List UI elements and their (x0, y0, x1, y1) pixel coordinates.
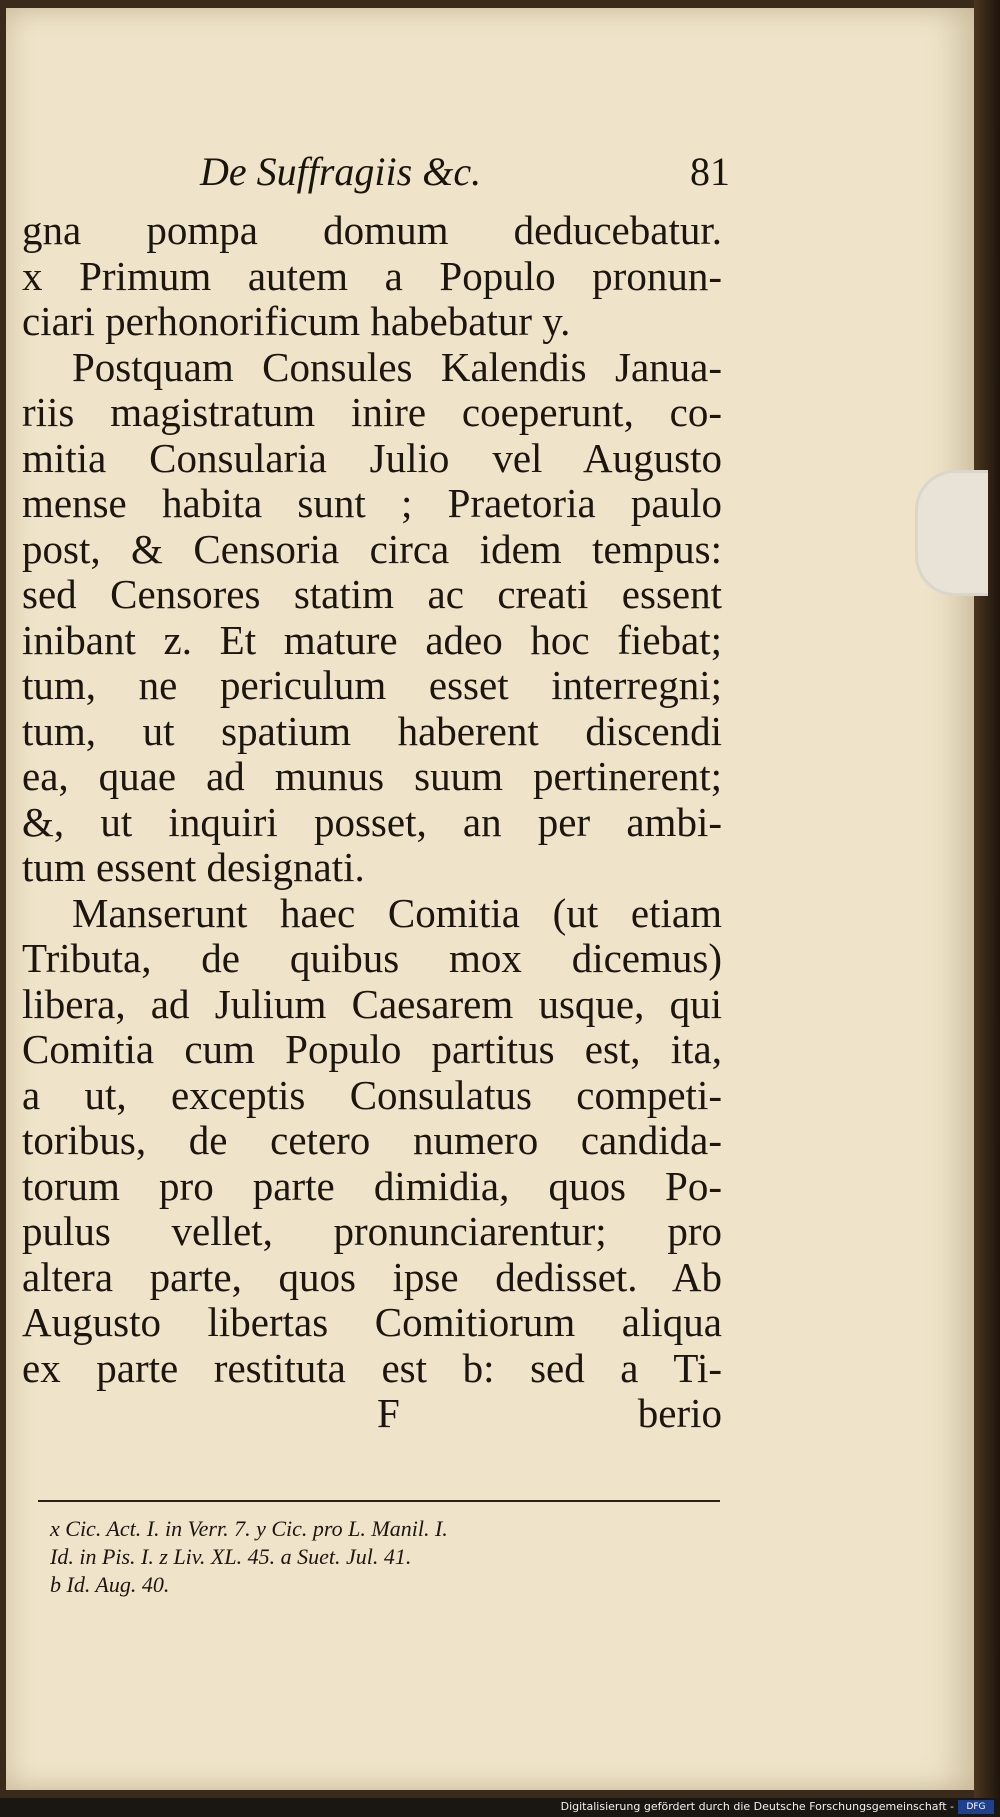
text-line: pulus vellet, pronunciarentur; pro (22, 1208, 722, 1254)
running-title: De Suffragiis &c. (200, 149, 482, 194)
text-line: toribus, de cetero numero candida- (22, 1117, 722, 1163)
text-line: torum pro parte dimidia, quos Po- (22, 1162, 722, 1209)
footnote-rule (38, 1500, 720, 1502)
running-head (200, 148, 730, 198)
text-line: ea, quae ad munus suum pertinerent; (22, 753, 722, 799)
text-line: Augusto libertas Comitiorum aliqua (22, 1299, 722, 1345)
digitization-credit: Digitalisierung gefördert durch die Deutsche Forschungsgemeinschaft - (560, 1800, 954, 1813)
text-line: Postquam Consules Kalendis Janua- (72, 343, 722, 390)
footnote-line: x Cic. Act. I. in Verr. 7. y Cic. pro L. Manil. I. (50, 1516, 448, 1541)
footnote-line: Id. in Pis. I. z Liv. XL. 45. a Suet. Jul. 41. (50, 1544, 412, 1569)
footnotes (50, 1515, 730, 1599)
text-line: Tributa, de quibus mox dicemus) (22, 935, 722, 981)
text-line: libera, ad Julium Caesarem usque, qui (22, 980, 722, 1027)
text-line: sed Censores statim ac creati essent (22, 571, 722, 617)
text-line: tum, ut spatium haberent discendi (22, 707, 722, 754)
page-number: 81 (690, 149, 730, 194)
text-line: mitia Consularia Julio vel Augusto (22, 434, 722, 481)
text-line: post, & Censoria circa idem tempus: (22, 525, 722, 572)
book-edge (974, 0, 1000, 1817)
text-line: tum essent designati. (22, 844, 365, 890)
text-line: Comitia cum Populo partitus est, ita, (22, 1026, 722, 1072)
page-clip (915, 470, 988, 596)
text-line: a ut, exceptis Consulatus competi- (22, 1071, 722, 1118)
text-line: x Primum autem a Populo pronun- (22, 252, 722, 299)
body-text (22, 208, 722, 1437)
catchword: berio (637, 1390, 722, 1436)
footnote-line: b Id. Aug. 40. (50, 1572, 170, 1597)
text-line: mense habita sunt ; Praetoria paulo (22, 480, 722, 526)
signature-mark: F (377, 1390, 400, 1436)
text-line: gna pompa domum deducebatur. (22, 207, 722, 253)
text-line: riis magistratum inire coeperunt, co- (22, 389, 722, 435)
text-line: ciari perhonorificum habebatur y. (22, 298, 571, 344)
text-line: &, ut inquiri posset, an per ambi- (22, 798, 722, 845)
text-line: inibant z. Et mature adeo hoc fiebat; (22, 616, 722, 663)
text-line: ex parte restituta est b: sed a Ti- (22, 1344, 722, 1391)
text-line: Manserunt haec Comitia (ut etiam (72, 889, 722, 936)
text-line: tum, ne periculum esset interregni; (22, 662, 722, 708)
text-line: altera parte, quos ipse dedisset. Ab (22, 1253, 722, 1300)
catchword-line (22, 1391, 722, 1437)
dfg-logo: DFG (958, 1800, 994, 1814)
